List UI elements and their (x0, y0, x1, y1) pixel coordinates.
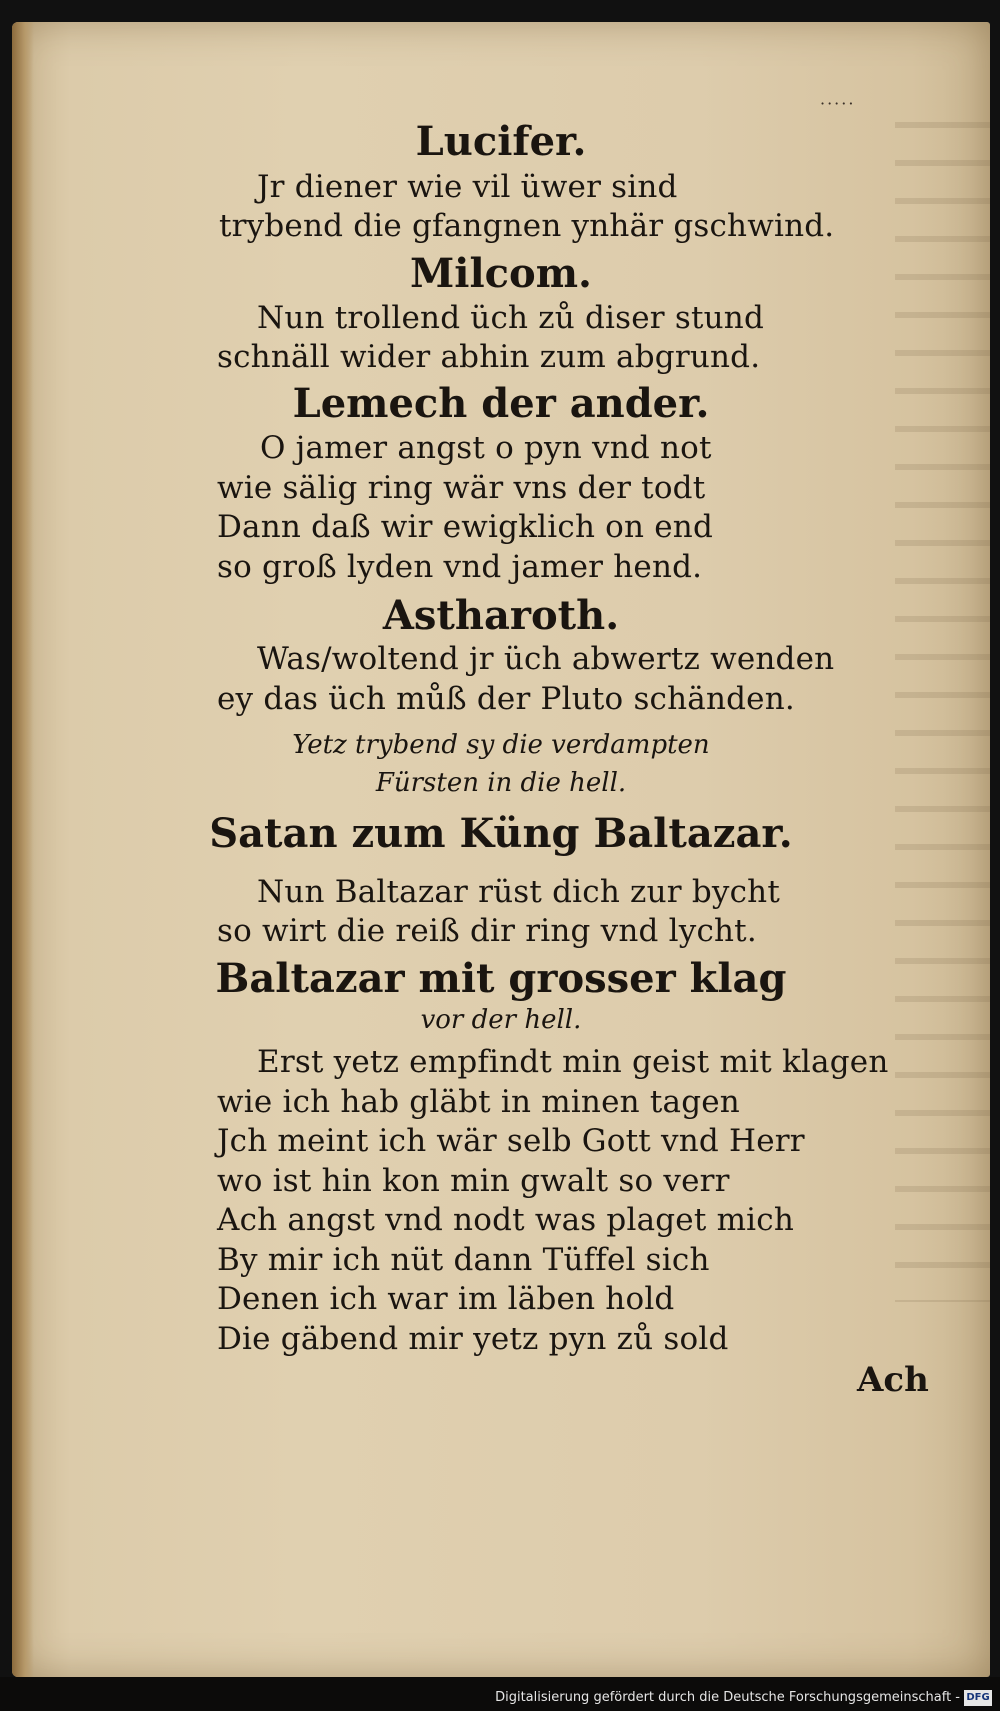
verse-line: so groß lyden vnd jamer hend. (217, 549, 703, 585)
page-ornament: ····· (820, 94, 856, 113)
verse-line: Nun Baltazar rüst dich zur bycht (257, 874, 780, 910)
dfg-logo-icon: DFG (964, 1690, 992, 1706)
page-text (12, 22, 990, 1677)
speaker-heading: Lucifer. (415, 118, 587, 165)
verse-line: Dann daß wir ewigklich on end (217, 509, 714, 545)
verse-line: Nun trollend üch zů diser stund (257, 300, 765, 336)
stage-direction: Fürsten in die hell. (375, 768, 627, 798)
speaker-heading: Satan zum Küng Baltazar. (209, 810, 793, 857)
stage-direction: Yetz trybend sy die verdampten (292, 730, 710, 760)
verse-line: Jr diener wie vil üwer sind (257, 169, 678, 205)
catchword: Ach (857, 1360, 929, 1400)
footer-credit: Digitalisierung gefördert durch die Deutsche Forschungsgemeinschaft - (495, 1690, 960, 1705)
verse-line: Die gäbend mir yetz pyn zů sold (217, 1321, 729, 1357)
verse-line: By mir ich nüt dann Tüffel sich (217, 1242, 710, 1278)
verse-line: Ach angst vnd nodt was plaget mich (217, 1202, 795, 1238)
verse-line: O jamer angst o pyn vnd not (260, 430, 712, 466)
speaker-heading: Baltazar mit grosser klag (215, 955, 787, 1002)
verse-line: wie sälig ring wär vns der todt (217, 470, 706, 506)
verse-line: Was/woltend jr üch abwertz wenden (257, 641, 835, 677)
verse-line: wo ist hin kon min gwalt so verr (217, 1163, 730, 1199)
verse-line: so wirt die reiß dir ring vnd lycht. (217, 913, 757, 949)
verse-line: Jch meint ich wär selb Gott vnd Herr (217, 1123, 805, 1159)
verse-line: wie ich hab gläbt in minen tagen (217, 1084, 740, 1120)
speaker-heading: Astharoth. (382, 592, 620, 639)
verse-line: schnäll wider abhin zum abgrund. (217, 339, 761, 375)
verse-line: ey das üch můß der Pluto schänden. (217, 681, 795, 717)
verse-line: Denen ich war im läben hold (217, 1281, 675, 1317)
verse-line: Erst yetz empfindt min geist mit klagen (257, 1044, 889, 1080)
stage-direction: vor der hell. (420, 1005, 582, 1035)
speaker-heading: Milcom. (410, 250, 592, 297)
speaker-heading: Lemech der ander. (292, 380, 710, 427)
verse-line: trybend die gfangnen ynhär gschwind. (219, 208, 835, 244)
footer-bar (0, 1677, 1000, 1711)
book-page (12, 22, 990, 1677)
